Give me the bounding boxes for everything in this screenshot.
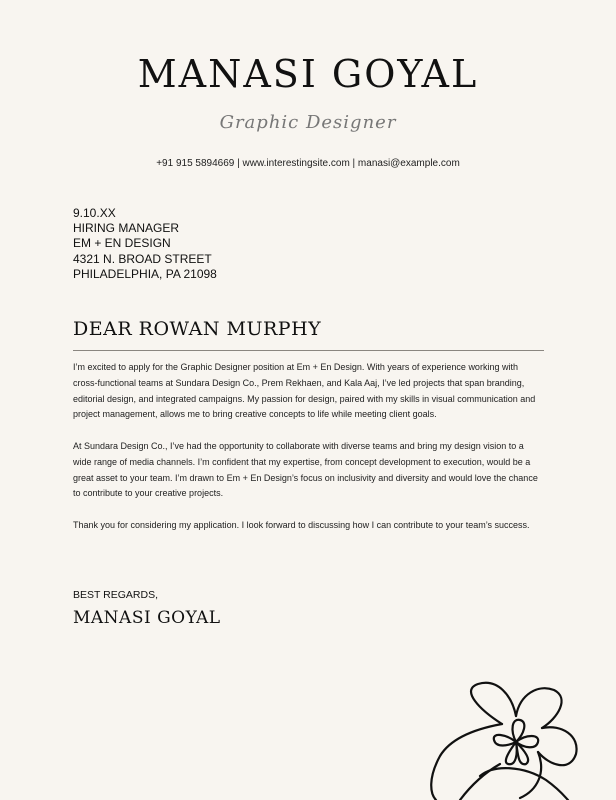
body-paragraph: I’m excited to apply for the Graphic Designer position at Em + En Design. With years of experience working with cross-functional teams at Sundara Design Co., Prem Rekhaen, and Kala Aaj, I’ve led projects that span branding, editorial design, and integrated campaigns. My passion for design, paired with my skills in visual communication and project management, allows me to bring creative concepts to life while meeting client goals. [73, 362, 536, 420]
flower-icon [420, 680, 616, 800]
divider [73, 350, 544, 351]
letter-date: 9.10.XX [73, 206, 116, 220]
recipient-city: PHILADELPHIA, PA 21098 [73, 266, 217, 281]
salutation: DEAR ROWAN MURPHY [73, 318, 322, 340]
recipient-company: EM + EN DESIGN [73, 236, 171, 251]
header-role: Graphic Designer [219, 112, 397, 133]
recipient-address [73, 206, 217, 282]
body-paragraph: At Sundara Design Co., I’ve had the opportunity to collaborate with diverse teams and bring my design vision to a wide range of media channels. I’m confident that my expertise, from concept development to execution, would be a great asset to your team. I’m drawn to Em + En Design’s focus on inclusivity and diversity and would love the chance to contribute to your creative projects. [73, 440, 538, 499]
header-name: MANASI GOYAL [137, 52, 479, 96]
recipient-street: 4321 N. BROAD STREET [73, 251, 212, 266]
contact-line: +91 915 5894669 | www.interestingsite.com | manasi@example.com [156, 158, 460, 169]
closing: BEST REGARDS, [73, 589, 158, 601]
recipient-title: HIRING MANAGER [73, 221, 180, 236]
signature-name: MANASI GOYAL [73, 608, 221, 628]
body-paragraph: Thank you for considering my application. I look forward to discussing how I can contribute to your team’s success. [73, 519, 530, 530]
letter-body [73, 360, 543, 550]
